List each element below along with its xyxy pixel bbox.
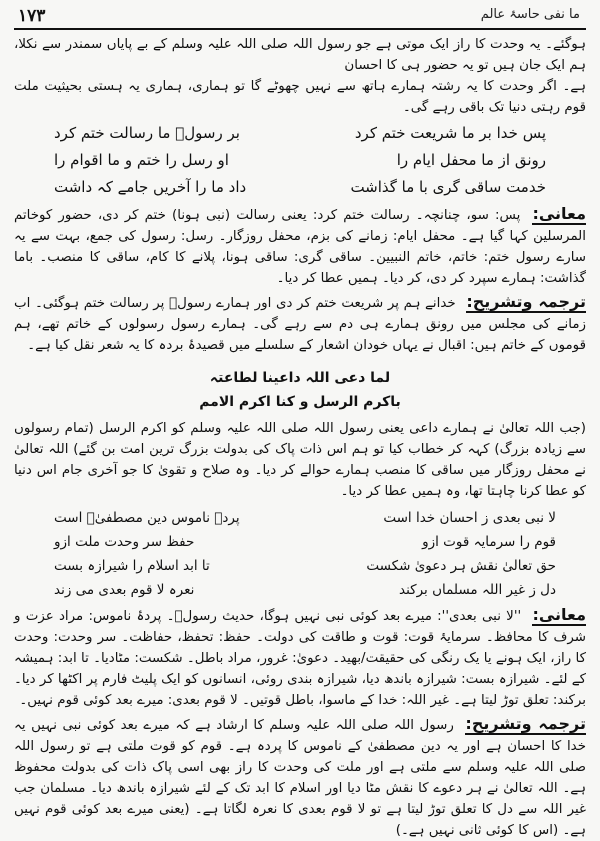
page-number: ۱۷۳ xyxy=(18,6,46,26)
explanation-text: رسول اللہ صلی اللہ علیہ وسلم کا ارشاد ہے کہ میرے بعد کوئی نبی نہیں یہ خدا کا احسان ہے اور یہ دین مصطفیٰ کے ناموس کا پردہ ہے۔ قوم کو قوت ملتی ہے تو رسول اللہ صلی اللہ علیہ وسلم سے ملتی ہے اور ملت کی وحدت کا راز بھی اسی پاک ذات کی بدولت محفوظ ہے۔ اللہ تعالیٰ نے ہر دعوے کا نقش مٹا دیا اور اسلام کا ابد تک کے لئے شیرازہ باندھ دیا۔ مسلمان جب غیر اللہ سے دل کا تعلق توڑ لیتا ہے تو لا قوم بعدی کا نعرہ لگاتا ہے۔ (یعنی میرے بعد کوئی قوم نہیں ہے۔ (اس کا کوئی ثانی نہیں ہے۔) xyxy=(14,718,586,838)
meanings-text: ''لا نبی بعدی'': میرے بعد کوئی نبی نہیں ہوگا، حدیث رسولؐ۔ پردۂ ناموس: مراد عزت و شرف کا محافظ۔ سرمایۂ قوت: قوت و طاقت کی دولت۔ حفظ: تحفظ، حفاظت۔ سر وحدت: وحدت کا راز، ایک ہونے یا یک رنگی کی حقیقت/بھید۔ دعویٰ: غرور، مراد باطل۔ شکست: مٹادیا۔ تا ابد: ہمیشہ کے لئے۔ شیرازہ بست: شیرازہ باندھ دیا، شیرازہ بندی روئی، انسانوں کو ایک پلیٹ فارم پر اکٹھا کر دیا۔ برکند: تعلق توڑ لیتا ہے۔ غیر اللہ: خدا کے ماسوا، باطل قوتیں۔ لا قوم بعدی: میرے بعد کوئی قوم نہیں۔ xyxy=(14,609,586,708)
verse-first-half: خدمت ساقی گری با ما گذاشت xyxy=(350,178,546,196)
verse xyxy=(54,174,546,201)
verse-first-half: رونق از ما محفل ایام را xyxy=(396,151,546,169)
verse-first-half: دل ز غیر اللہ مسلماں برکند xyxy=(399,582,556,598)
poem-stanza-1 xyxy=(54,120,546,201)
explanation-heading: ترجمہ وتشریح: xyxy=(466,292,586,311)
verse xyxy=(54,147,546,174)
verse-first-half: پس خدا بر ما شریعت ختم کرد xyxy=(354,124,546,142)
intro-line-1: ہوگئے۔ یہ وحدت کا راز ایک موتی ہے جو رسول اللہ صلی اللہ علیہ وسلم کے بے پایاں سمندر سے نکلا، ہم ایک جان ہیں تو یہ حضور ہی کا احسان xyxy=(14,37,586,73)
explanation-section-1 xyxy=(14,291,586,356)
explanation-heading: ترجمہ وتشریح: xyxy=(465,714,586,733)
meanings-section-1 xyxy=(14,203,586,289)
meanings-heading: معانی: xyxy=(532,605,586,624)
verse-first-half: قوم را سرمایہ قوت ازو xyxy=(422,534,556,550)
verse-second-half: پردہ ناموس دین مصطفیٰؐ است xyxy=(54,510,240,526)
verse xyxy=(54,120,546,147)
meanings-section-2 xyxy=(14,604,586,711)
running-title: ما نفی حاسۂ عالم xyxy=(480,7,580,22)
page-header xyxy=(14,6,586,30)
verse-second-half: بر رسولؐ ما رسالت ختم کرد xyxy=(54,124,240,142)
intro-line-2: ہے۔ اگر وحدت کا یہ رشتہ ہمارے ہاتھ سے نہیں چھوٹے گا تو ہماری، ہماری یہ ہستی بحیثیت ملت قوم رہتی دنیا تک باقی رہے گی۔ xyxy=(14,79,586,115)
verse-first-half: حق تعالیٰ نقش ہر دعویٰ شکست xyxy=(366,558,556,574)
arabic-verse-title: لما دعی اللہ داعینا لطاعتہ xyxy=(209,370,391,386)
meanings-text: پس: سو، چنانچہ۔ رسالت ختم کرد: یعنی رسالت (نبی ہونا) ختم کر دی، حضور کوخاتم المرسلین کہا گیا ہے۔ محفل ایام: زمانے کی بزم، محفل روزگار۔ رسل: رسول کی جمع، بہت سے یہ سارے رسول ختم: خاتم، خاتم النبیین۔ ساقی گری: ساقی ہونا، پلانے کا کام، ساقی کا منصب۔ باما گذاشت: ہمارے سپرد کر دی، کر دیا۔ ہمیں عطا کر دیا۔ xyxy=(14,208,586,286)
verse xyxy=(54,554,556,578)
verse-second-half: تا ابد اسلام را شیرازہ بست xyxy=(54,558,210,574)
poem-stanza-2 xyxy=(54,506,556,602)
verse-second-half: نعرہ لا قوم بعدی می زند xyxy=(54,582,195,598)
verse-first-half: لا نبی بعدی ز احسان خدا است xyxy=(383,510,556,526)
verse xyxy=(54,578,556,602)
verse-second-half: داد ما را آخریں جامے کہ داشت xyxy=(54,178,247,196)
explanation-section-2 xyxy=(14,713,586,841)
verse-second-half: او رسل را ختم و ما اقوام را xyxy=(54,151,229,169)
arabic-verse-line: باکرم الرسل و کنا اکرم الامم xyxy=(199,394,401,410)
verse xyxy=(54,530,556,554)
explanation-text: خدانے ہم پر شریعت ختم کر دی اور ہمارے رسولؐ پر رسالت ختم ہوگئی۔ اب زمانے کی مجلس میں رونق ہمارے ہی دم سے رہے گی۔ ہمارے رسول رسولوں کے خاتم تھے، ہم قوموں کے خاتم ہیں: اقبال نے یہاں خودان اشعار کے سلسلے میں قصیدۂ بردہ کا یہ شعر نقل کیا ہے۔ xyxy=(14,296,586,353)
translation-paragraph: (جب اللہ تعالیٰ نے ہمارے داعی یعنی رسول اللہ صلی اللہ علیہ وسلم کو اکرم الرسل (تمام رسولوں سے زیادہ بزرگ) کہہ کر خطاب کیا تو ہم اس ذات پاک کی بدولت بزرگ ترین امت بن گئے) اللہ تعالیٰ نے محفل روزگار میں ساقی کا منصب ہمارے حوالے کر دیا۔ وہ صلاح و تقویٰ کا جو آخری جام اس دنیا کو عطا کرنا چاہتا تھا، وہ ہمیں عطا کر دیا۔ xyxy=(14,421,586,499)
verse-second-half: حفظ سر وحدت ملت ازو xyxy=(54,534,195,550)
verse xyxy=(54,506,556,530)
meanings-heading: معانی: xyxy=(532,204,586,223)
